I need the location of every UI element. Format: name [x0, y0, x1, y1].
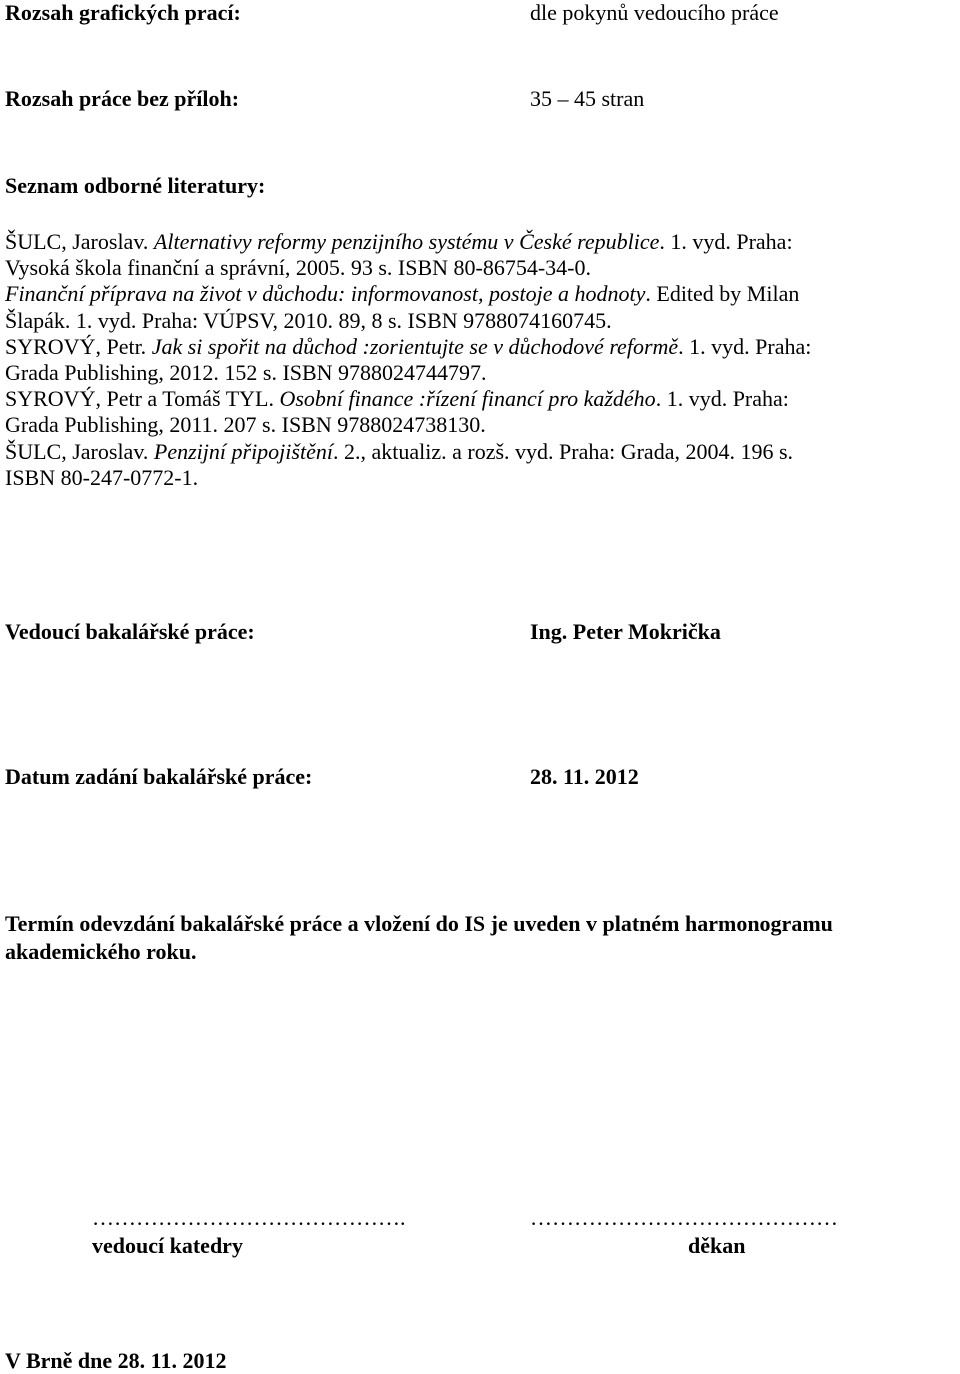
- signature-label-head: vedoucí katedry: [92, 1233, 243, 1258]
- literature-line: [5, 360, 960, 386]
- literature-text: SYROVÝ, Petr.: [5, 333, 152, 359]
- literature-text: SYROVÝ, Petr a Tomáš TYL.: [5, 386, 280, 412]
- literature-text: Grada Publishing, 2011. 207 s. ISBN 9788024738130.: [5, 412, 486, 438]
- place-date: V Brně dne 28. 11. 2012: [5, 1348, 227, 1373]
- literature-heading: Seznam odborné literatury:: [5, 173, 266, 198]
- graphics-scope-value: dle pokynů vedoucího práce: [530, 0, 779, 25]
- deadline-text-line1: Termín odevzdání bakalářské práce a vložení do IS je uveden v platném harmonogramu: [5, 911, 833, 936]
- literature-list: [5, 229, 960, 491]
- literature-text: ISBN 80-247-0772-1.: [5, 464, 199, 490]
- literature-title: Finanční příprava na život v důchodu: informovanost, postoje a hodnoty: [5, 281, 646, 307]
- literature-text: . 1. vyd. Praha:: [655, 386, 789, 412]
- signature-line-dean: ……………………………………: [530, 1205, 838, 1230]
- signature-label-dean: děkan: [688, 1233, 746, 1258]
- assignment-date-value: 28. 11. 2012: [530, 764, 639, 789]
- assignment-date-label: Datum zadání bakalářské práce:: [5, 764, 313, 789]
- literature-text: . 2., aktualiz. a rozš. vyd. Praha: Grada, 2004. 196 s.: [332, 438, 794, 464]
- literature-text: Grada Publishing, 2012. 152 s. ISBN 9788024744797.: [5, 360, 487, 386]
- literature-line: [5, 439, 960, 465]
- literature-text: . Edited by Milan: [645, 281, 800, 307]
- work-length-label: Rozsah práce bez příloh:: [5, 86, 240, 111]
- literature-line: [5, 229, 960, 255]
- supervisor-name: Ing. Peter Mokrička: [530, 619, 721, 644]
- literature-title: Alternativy reformy penzijního systému v České republice: [153, 229, 660, 254]
- literature-line: [5, 308, 960, 334]
- literature-line: [5, 465, 960, 491]
- literature-line: [5, 334, 960, 360]
- graphics-scope-label: Rozsah grafických prací:: [5, 0, 241, 25]
- signature-line-head: …………………………………….: [92, 1205, 406, 1230]
- supervisor-label: Vedoucí bakalářské práce:: [5, 619, 255, 644]
- literature-title: Jak si spořit na důchod :zorientujte se v důchodové reformě: [151, 333, 679, 359]
- work-length-value: 35 – 45 stran: [530, 86, 645, 111]
- literature-title: Osobní finance :řízení financí pro každého: [279, 386, 656, 412]
- literature-text: ŠULC, Jaroslav.: [5, 229, 154, 254]
- literature-line: [5, 386, 960, 412]
- literature-line: [5, 281, 960, 307]
- literature-line: [5, 255, 960, 281]
- literature-text: Šlapák. 1. vyd. Praha: VÚPSV, 2010. 89, 8 s. ISBN 9788074160745.: [5, 307, 612, 333]
- literature-text: . 1. vyd. Praha:: [659, 229, 793, 254]
- literature-line: [5, 412, 960, 438]
- literature-text: . 1. vyd. Praha:: [678, 333, 812, 359]
- literature-title: Penzijní připojištění: [153, 438, 333, 464]
- deadline-text-line2: akademického roku.: [5, 939, 197, 964]
- literature-text: Vysoká škola finanční a správní, 2005. 93 s. ISBN 80-86754-34-0.: [5, 255, 591, 281]
- literature-text: ŠULC, Jaroslav.: [5, 438, 154, 464]
